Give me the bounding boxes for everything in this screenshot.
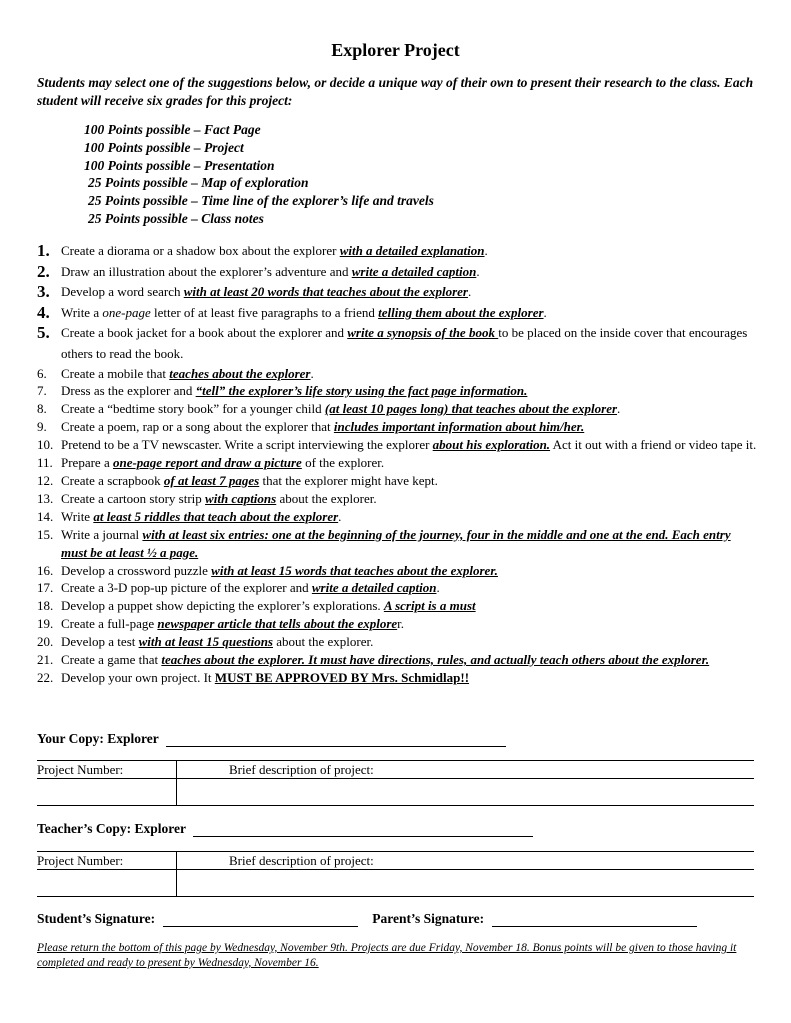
option-text: Create a cartoon story strip bbox=[61, 490, 206, 506]
option-text: write a detailed caption bbox=[311, 580, 437, 596]
option-text: about the explorer. bbox=[273, 634, 374, 650]
project-option bbox=[37, 418, 757, 436]
option-number: 20. bbox=[37, 634, 54, 650]
option-text: Dress as the explorer and bbox=[61, 383, 196, 399]
explorer-name-blank[interactable] bbox=[166, 732, 506, 747]
option-text: of the explorer. bbox=[301, 455, 385, 471]
student-signature-label: Student’s Signature: bbox=[37, 911, 156, 926]
option-number: 9. bbox=[37, 419, 47, 435]
option-text: with at least 15 words that teaches about the explorer. bbox=[211, 562, 498, 578]
option-number: 5. bbox=[37, 323, 50, 343]
option-number: 18. bbox=[37, 598, 54, 614]
option-number: 3. bbox=[37, 282, 50, 302]
option-number: 19. bbox=[37, 616, 54, 632]
description-header: Brief description of project: bbox=[229, 853, 374, 868]
project-option bbox=[37, 436, 757, 454]
option-text: A script is a must bbox=[383, 598, 476, 614]
option-text: write a synopsis of the book bbox=[347, 325, 499, 341]
option-text: teaches about the explorer bbox=[169, 365, 311, 381]
grade-line: 25 Points possible – Class notes bbox=[88, 210, 264, 226]
option-text: Draw an illustration about the explorer’s adventure and bbox=[61, 263, 352, 279]
option-text: r. bbox=[397, 616, 405, 632]
teacher-copy-label: Teacher’s Copy: Explorer bbox=[37, 821, 186, 836]
your-copy-label: Your Copy: Explorer bbox=[37, 731, 159, 746]
option-text: about the explorer. bbox=[276, 490, 377, 506]
grade-line: 100 Points possible – Presentation bbox=[84, 157, 275, 173]
option-number: 12. bbox=[37, 473, 54, 488]
option-text: about his exploration. bbox=[432, 437, 551, 453]
option-text: Develop a crossword puzzle bbox=[61, 562, 212, 578]
option-text: with captions bbox=[205, 490, 277, 506]
project-option bbox=[37, 651, 757, 669]
option-number: 11. bbox=[37, 455, 53, 471]
project-option bbox=[37, 454, 757, 472]
option-text: Create a mobile that bbox=[61, 365, 170, 381]
project-option bbox=[37, 303, 757, 324]
option-text: that the explorer might have kept. bbox=[259, 473, 438, 488]
your-copy-entry-row[interactable] bbox=[37, 779, 754, 806]
option-text: Develop a test bbox=[61, 634, 139, 650]
option-number: 6. bbox=[37, 365, 47, 381]
your-copy-line bbox=[37, 731, 506, 747]
option-number: 8. bbox=[37, 401, 47, 417]
option-text: telling them about the explorer bbox=[378, 304, 544, 320]
option-text: Write a journal bbox=[61, 526, 143, 542]
option-number: 17. bbox=[37, 580, 54, 596]
option-text: MUST BE APPROVED BY Mrs. Schmidlap!! bbox=[214, 669, 470, 685]
project-options-list bbox=[37, 241, 757, 687]
option-number: 16. bbox=[37, 562, 54, 578]
grade-line: 25 Points possible – Map of exploration bbox=[88, 175, 309, 191]
option-number: 10. bbox=[37, 437, 54, 453]
description-header: Brief description of project: bbox=[229, 762, 374, 777]
option-text: . bbox=[543, 304, 547, 320]
option-text: Create a poem, rap or a song about the explorer that bbox=[61, 419, 334, 435]
project-option bbox=[37, 472, 757, 490]
option-text: newspaper article that tells about the explore bbox=[157, 616, 398, 632]
project-option bbox=[37, 633, 757, 651]
page-title: Explorer Project bbox=[331, 40, 460, 60]
option-text: . bbox=[617, 401, 621, 417]
option-text: write a detailed caption bbox=[351, 263, 477, 279]
project-option bbox=[37, 365, 757, 383]
project-option bbox=[37, 615, 757, 633]
project-number-header: Project Number: bbox=[37, 762, 124, 777]
option-text: Develop a puppet show depicting the explorer’s explorations. bbox=[61, 598, 384, 614]
your-copy-table bbox=[37, 760, 754, 806]
option-number: 21. bbox=[37, 652, 54, 668]
option-text: with at least 20 words that teaches about the explorer bbox=[183, 284, 468, 300]
option-number: 14. bbox=[37, 508, 54, 524]
project-option bbox=[37, 323, 757, 364]
project-option bbox=[37, 282, 757, 303]
teacher-copy-table bbox=[37, 851, 754, 897]
grade-line: 100 Points possible – Fact Page bbox=[84, 122, 261, 137]
option-text: teaches about the explorer. It must have directions, rules, and actually teach others about the explorer. bbox=[161, 652, 710, 668]
parent-signature-blank[interactable] bbox=[492, 912, 697, 927]
option-text: Create a 3-D pop-up picture of the explorer and bbox=[61, 580, 312, 596]
project-option bbox=[37, 526, 757, 562]
project-option bbox=[37, 597, 757, 615]
project-option bbox=[37, 490, 757, 508]
student-signature-blank[interactable] bbox=[163, 912, 358, 927]
project-option bbox=[37, 382, 757, 400]
option-number: 15. bbox=[37, 526, 54, 542]
option-text: Create a game that bbox=[61, 652, 162, 668]
project-number-header: Project Number: bbox=[37, 853, 124, 868]
option-text: Create a full-page bbox=[61, 616, 158, 632]
option-text: Write bbox=[61, 508, 94, 524]
signature-line bbox=[37, 911, 697, 927]
option-number: 1. bbox=[37, 241, 50, 260]
project-option bbox=[37, 262, 757, 283]
option-text: Develop your own project. It bbox=[61, 669, 215, 685]
option-text: one-page report and draw a picture bbox=[112, 455, 302, 471]
option-text: one-page bbox=[102, 304, 151, 320]
option-text: Pretend to be a TV newscaster. Write a script interviewing the explorer bbox=[61, 437, 433, 453]
option-text: Prepare a bbox=[61, 455, 113, 471]
option-number: 7. bbox=[37, 383, 47, 399]
option-text: . bbox=[467, 284, 472, 300]
project-option bbox=[37, 562, 757, 580]
option-text: . bbox=[338, 508, 342, 524]
option-text: of at least 7 pages bbox=[163, 473, 260, 488]
option-text: . bbox=[436, 580, 440, 596]
option-text: letter of at least five paragraphs to a friend bbox=[150, 304, 379, 320]
option-text: Create a scrapbook bbox=[61, 473, 164, 488]
grade-line: 25 Points possible – Time line of the explorer’s life and travels bbox=[88, 193, 434, 209]
option-text: (at least 10 pages long) that teaches about the explorer bbox=[324, 401, 618, 417]
option-text: with a detailed explanation bbox=[339, 243, 485, 258]
teacher-copy-entry-row[interactable] bbox=[37, 870, 754, 897]
option-text: includes important information about him/her. bbox=[333, 419, 585, 435]
option-text: Create a “bedtime story book” for a younger child bbox=[61, 401, 325, 417]
option-text: with at least 15 questions bbox=[138, 634, 273, 650]
option-text: Create a diorama or a shadow box about the explorer bbox=[61, 243, 340, 258]
project-option bbox=[37, 400, 757, 418]
option-number: 4. bbox=[37, 302, 50, 322]
option-text: . bbox=[484, 243, 488, 258]
project-option bbox=[37, 241, 757, 262]
option-text: to be placed on the inside cover that encourages others to read the book. bbox=[61, 325, 748, 361]
project-option bbox=[37, 508, 757, 526]
option-text: Create a book jacket for a book about the explorer and bbox=[61, 325, 348, 341]
option-text: Develop a word search bbox=[61, 284, 184, 300]
option-text: at least 5 riddles that teach about the explorer bbox=[93, 508, 339, 524]
teacher-explorer-name-blank[interactable] bbox=[193, 822, 533, 837]
option-number: 13. bbox=[37, 490, 54, 506]
option-number: 22. bbox=[37, 669, 54, 685]
option-text: Write a bbox=[61, 304, 103, 320]
option-text: . bbox=[476, 263, 480, 279]
grades-list bbox=[84, 121, 434, 228]
option-text: Act it out with a friend or video tape it. bbox=[550, 437, 757, 453]
parent-signature-label: Parent’s Signature: bbox=[372, 911, 485, 926]
option-text: “tell” the explorer’s life story using the fact page information. bbox=[195, 383, 528, 399]
option-number: 2. bbox=[37, 261, 50, 281]
option-text: with at least six entries: one at the beginning of the journey, four in the middle and one at the end. Each entry must be at least ½ a page. bbox=[61, 526, 731, 560]
grade-line: 100 Points possible – Project bbox=[84, 139, 244, 155]
project-option bbox=[37, 669, 757, 687]
teacher-copy-line bbox=[37, 821, 533, 837]
project-option bbox=[37, 579, 757, 597]
footer-note: Please return the bottom of this page by Wednesday, November 9th. Projects are due Friday, November 18. Bonus points will be given to those having it completed and ready to present by Wednesday, November 16. bbox=[37, 942, 737, 969]
intro-text: Students may select one of the suggestions below, or decide a unique way of their own to present their research to the class. Each student will receive six grades for this project: bbox=[37, 75, 754, 108]
option-text: . bbox=[310, 365, 314, 381]
